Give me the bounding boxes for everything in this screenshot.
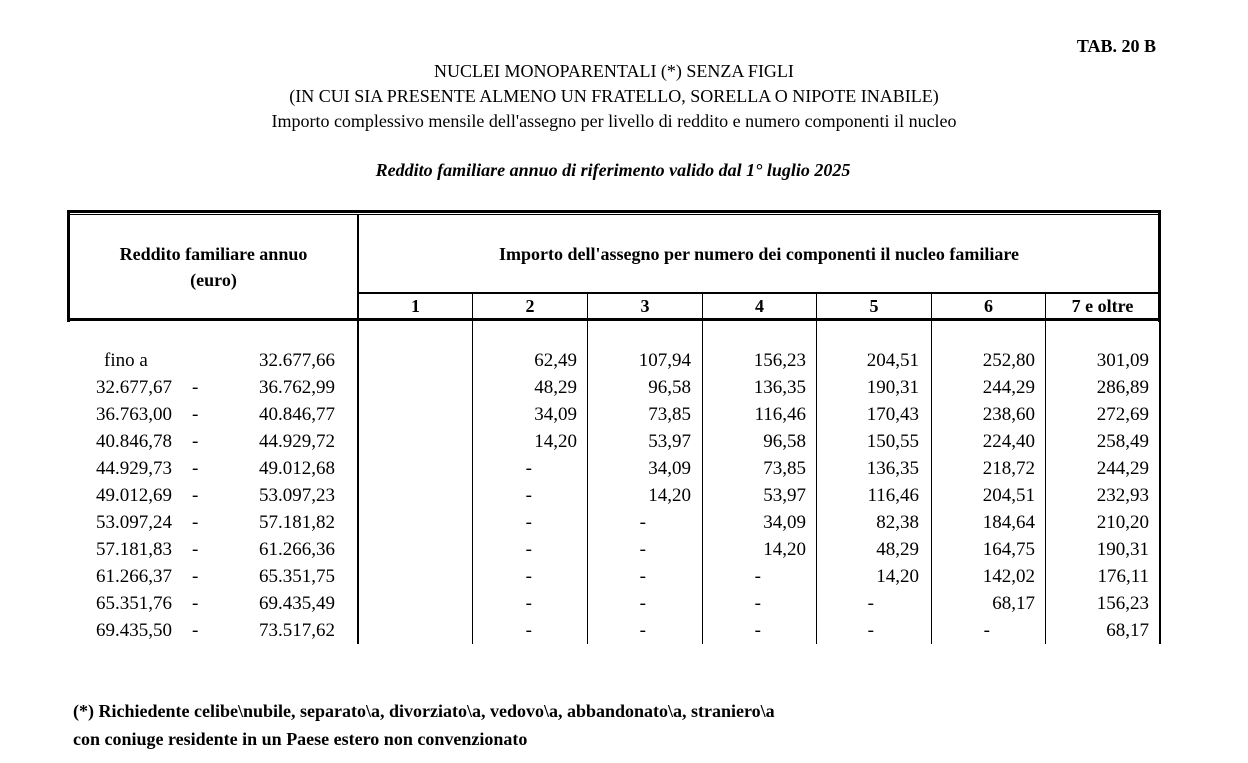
footnote-line-1: (*) Richiedente celibe\nubile, separato\a, divorziato\a, vedovo\a, abbandonato\a, straniero\a <box>73 701 775 721</box>
income-to: 36.762,99 <box>259 377 335 398</box>
amount-cell: 244,29 <box>1096 458 1149 479</box>
table-row <box>67 512 1161 539</box>
amount-cell: - <box>639 593 646 614</box>
amount-cell: 96,58 <box>763 431 806 452</box>
amount-cell: 34,09 <box>648 458 691 479</box>
amount-cell: 68,17 <box>992 593 1035 614</box>
amount-cell: 184,64 <box>982 512 1035 533</box>
income-to: 44.929,72 <box>259 431 335 452</box>
title-line-2: (IN CUI SIA PRESENTE ALMENO UN FRATELLO, SORELLA O NIPOTE INABILE) <box>289 86 939 106</box>
amount-cell: - <box>867 620 874 641</box>
amount-cell: - <box>525 512 532 533</box>
amount-cell: 14,20 <box>763 539 806 560</box>
income-from: 53.097,24 <box>96 512 172 533</box>
amount-cell: - <box>867 593 874 614</box>
income-header-line-1: Reddito familiare annuo <box>119 244 308 264</box>
amount-cell: - <box>754 620 761 641</box>
amount-cell: 14,20 <box>534 431 577 452</box>
income-to: 32.677,66 <box>259 350 335 371</box>
amount-cell: 48,29 <box>876 539 919 560</box>
income-range-dash: - <box>192 512 199 533</box>
amount-cell: 224,40 <box>982 431 1035 452</box>
column-header-7: 7 e oltre <box>1071 296 1134 316</box>
income-range-dash: - <box>192 620 199 641</box>
amount-cell: 82,38 <box>876 512 919 533</box>
amount-cell: - <box>525 458 532 479</box>
amount-cell: 116,46 <box>754 404 806 425</box>
header-bottom-rule <box>67 318 1161 321</box>
amount-cell: 14,20 <box>876 566 919 587</box>
column-header-4: 4 <box>755 296 764 316</box>
amount-cell: 34,09 <box>534 404 577 425</box>
income-to: 40.846,77 <box>259 404 335 425</box>
income-to: 57.181,82 <box>259 512 335 533</box>
income-from: 44.929,73 <box>96 458 172 479</box>
table-row <box>67 431 1161 458</box>
income-from: 57.181,83 <box>96 539 172 560</box>
income-to: 73.517,62 <box>259 620 335 641</box>
amount-cell: 252,80 <box>982 350 1035 371</box>
amount-cell: 170,43 <box>866 404 919 425</box>
income-from: 65.351,76 <box>96 593 172 614</box>
amount-cell: - <box>754 593 761 614</box>
income-header-line-2: (euro) <box>190 270 237 290</box>
column-header-6: 6 <box>984 296 993 316</box>
table-row <box>67 404 1161 431</box>
amount-cell: 73,85 <box>763 458 806 479</box>
amount-cell: 62,49 <box>534 350 577 371</box>
income-to: 49.012,68 <box>259 458 335 479</box>
amount-cell: 136,35 <box>866 458 919 479</box>
income-from: 40.846,78 <box>96 431 172 452</box>
income-range-dash: - <box>192 485 199 506</box>
amount-cell: - <box>525 566 532 587</box>
table-row <box>67 377 1161 404</box>
amount-cell: 238,60 <box>982 404 1035 425</box>
amount-cell: 48,29 <box>534 377 577 398</box>
amount-cell: 204,51 <box>866 350 919 371</box>
amount-cell: 142,02 <box>982 566 1035 587</box>
amount-cell: - <box>525 620 532 641</box>
amount-cell: 68,17 <box>1106 620 1149 641</box>
amount-cell: 258,49 <box>1096 431 1149 452</box>
income-range-dash: - <box>192 566 199 587</box>
income-range-dash: - <box>192 431 199 452</box>
amount-cell: - <box>525 593 532 614</box>
amount-cell: 272,69 <box>1096 404 1149 425</box>
amount-cell: - <box>983 620 990 641</box>
table-row <box>67 539 1161 566</box>
table-top-border-inner <box>67 214 1161 215</box>
amount-cell: 73,85 <box>648 404 691 425</box>
income-to: 65.351,75 <box>259 566 335 587</box>
amount-cell: - <box>639 539 646 560</box>
table-row <box>67 350 1161 377</box>
table-row <box>67 620 1161 647</box>
amount-cell: - <box>639 566 646 587</box>
amount-cell: 107,94 <box>638 350 691 371</box>
amount-cell: 204,51 <box>982 485 1035 506</box>
amount-cell: 244,29 <box>982 377 1035 398</box>
amount-cell: 34,09 <box>763 512 806 533</box>
column-header-3: 3 <box>640 296 650 316</box>
amount-cell: 190,31 <box>1096 539 1149 560</box>
amount-cell: 286,89 <box>1096 377 1149 398</box>
income-range-dash: - <box>192 539 199 560</box>
title-line-3: Importo complessivo mensile dell'assegno per livello di reddito e numero componenti il nucleo <box>271 111 957 131</box>
amount-cell: 210,20 <box>1096 512 1149 533</box>
amount-cell: - <box>639 620 646 641</box>
amount-cell: 176,11 <box>1097 566 1149 587</box>
amount-cell: 96,58 <box>648 377 691 398</box>
income-range-dash: - <box>192 593 199 614</box>
amount-header: Importo dell'assegno per numero dei componenti il nucleo familiare <box>499 244 1019 264</box>
amount-cell: 156,23 <box>1096 593 1149 614</box>
table-reference: TAB. 20 B <box>1076 36 1156 56</box>
amount-cell: 116,46 <box>867 485 919 506</box>
title-line-1: NUCLEI MONOPARENTALI (*) SENZA FIGLI <box>434 61 794 81</box>
income-from: 36.763,00 <box>96 404 172 425</box>
income-to: 69.435,49 <box>259 593 335 614</box>
column-header-5: 5 <box>869 296 879 316</box>
amount-cell: 164,75 <box>982 539 1035 560</box>
table-row <box>67 485 1161 512</box>
income-to: 61.266,36 <box>259 539 335 560</box>
amount-cell: 53,97 <box>763 485 806 506</box>
amount-cell: 232,93 <box>1096 485 1149 506</box>
income-range-dash: - <box>192 377 199 398</box>
amount-cell: 136,35 <box>753 377 806 398</box>
column-header-1: 1 <box>411 296 420 316</box>
amount-cell: 53,97 <box>648 431 691 452</box>
table-row <box>67 458 1161 485</box>
amount-cell: - <box>525 539 532 560</box>
reference-line: Reddito familiare annuo di riferimento valido dal 1° luglio 2025 <box>375 160 851 180</box>
income-from: 32.677,67 <box>96 377 172 398</box>
income-from: 49.012,69 <box>96 485 172 506</box>
amount-cell: 301,09 <box>1096 350 1149 371</box>
amount-cell: 14,20 <box>648 485 691 506</box>
amount-cell: 190,31 <box>866 377 919 398</box>
amount-cell: 150,55 <box>866 431 919 452</box>
income-to: 53.097,23 <box>259 485 335 506</box>
amount-cell: - <box>525 485 532 506</box>
amount-header-rule <box>357 292 1161 294</box>
table-left-border <box>67 210 70 322</box>
footnote-line-2: con coniuge residente in un Paese estero non convenzionato <box>73 729 528 749</box>
income-from: fino a <box>104 350 148 371</box>
income-from: 61.266,37 <box>96 566 172 587</box>
table-row <box>67 566 1161 593</box>
income-range-dash: - <box>192 404 199 425</box>
amount-cell: - <box>754 566 761 587</box>
allowance-table <box>67 210 1161 644</box>
table-row <box>67 593 1161 620</box>
amount-cell: 156,23 <box>753 350 806 371</box>
table-top-border <box>67 210 1161 213</box>
income-from: 69.435,50 <box>96 620 172 641</box>
amount-cell: - <box>639 512 646 533</box>
income-range-dash: - <box>192 458 199 479</box>
amount-cell: 218,72 <box>982 458 1035 479</box>
column-header-2: 2 <box>525 296 535 316</box>
